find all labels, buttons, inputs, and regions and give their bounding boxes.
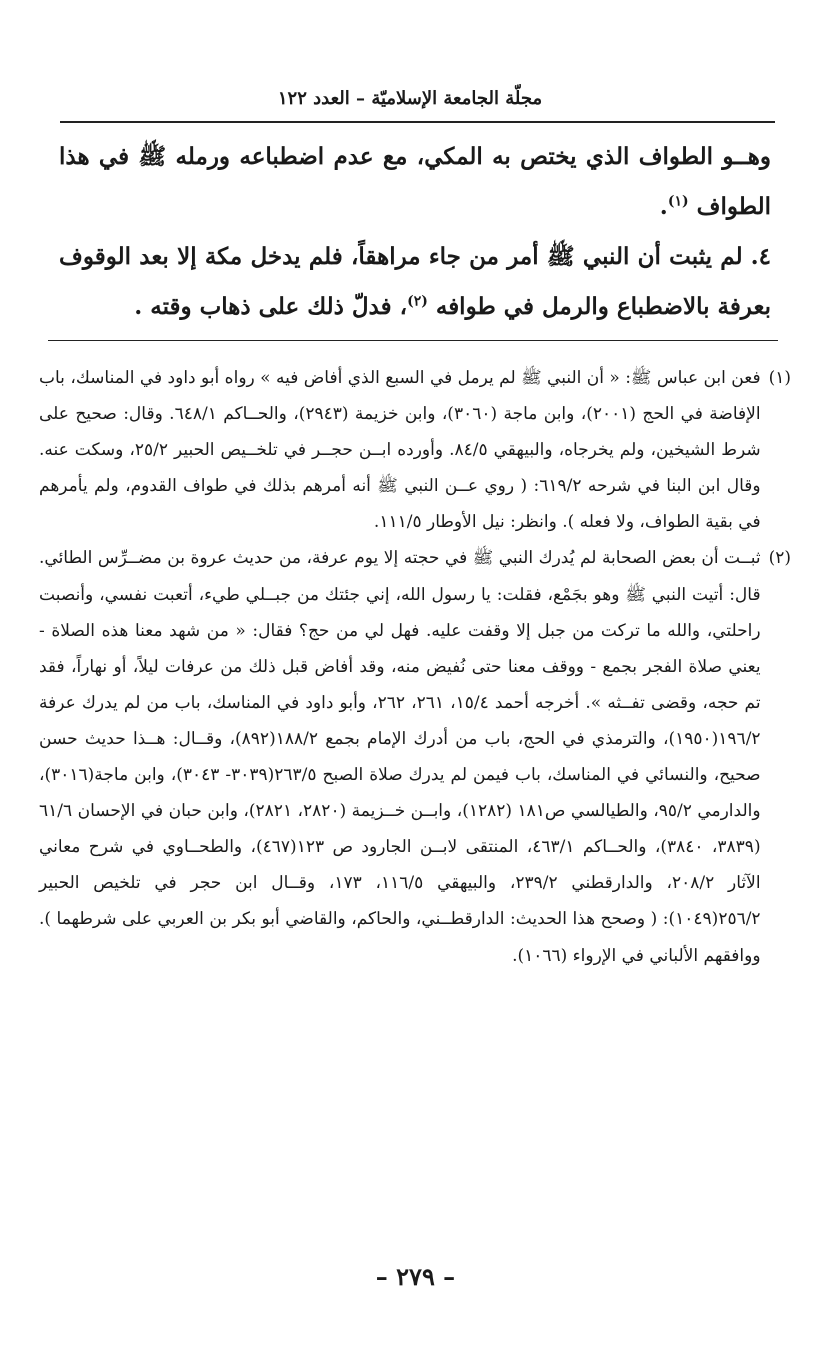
- numbered-item-4: [59, 232, 771, 332]
- page-number: – ٢٧٩ –: [375, 1262, 456, 1291]
- main-paragraph-text: وهــو الطواف الذي يختص به المكي، مع عدم اضطباعه ورمله ﷺ في هذا الطواف: [59, 143, 771, 220]
- footnote-marker: (١): [768, 368, 791, 388]
- item-text: لم يثبت أن النبي ﷺ أمر من جاء مراهقاً، فلم يدخل مكة إلا بعد الوقوف بعرفة بالاضطباع والرمل في طوافه: [59, 243, 771, 320]
- footnote: [39, 540, 791, 973]
- running-header: مجلّة الجامعة الإسلاميّة – العدد ١٢٢: [277, 88, 543, 109]
- main-body: [59, 132, 771, 332]
- header-rule: [60, 121, 775, 123]
- footnote-separator: [48, 340, 778, 341]
- item-text-end: ، فدلّ ذلك على ذهاب وقته .: [134, 293, 408, 320]
- footnote-ref-2[interactable]: (٢): [407, 293, 428, 310]
- footnote: [39, 360, 791, 540]
- footnotes: [39, 360, 791, 974]
- footnote-ref-1[interactable]: (١): [667, 193, 689, 210]
- main-paragraph: [59, 132, 771, 232]
- main-paragraph-end: .: [659, 193, 668, 220]
- footnote-marker: (٢): [768, 548, 791, 569]
- footnote-text: فعن ابن عباس ﷺ: « أن النبي ﷺ لم يرمل في السبع الذي أفاض فيه » رواه أبو داود في المناسك، باب الإفاضة في الحج (٢٠٠١)، وابن ماجة (٣٠٦٠)، وابن خزيمة (٢٩٤٣)، والحــاكم ٦٤٨/١. وقال: صحيح على شرط الشيخين، ولم يخرجاه، والبيهقي ٨٤/٥. وأورده ابــن حجــر في تلخــيص الحبير ٢٥/٢، وسكت عنه. وقال ابن البنا في شرحه ٦١٩/٢: ( روي عــن النبي ﷺ أنه أمرهم بذلك في طواف القدوم، ولم يأمرهم في بقية الطواف، ولا فعله ). وانظر: نيل الأوطار ١١١/٥.: [39, 368, 761, 533]
- footnote-text: ثبــت أن بعض الصحابة لم يُدرك النبي ﷺ في حجته إلا يوم عرفة، من حديث عروة بن مضــرِّس الطائي. قال: أتيت النبي ﷺ وهو بجَمْع، فقلت: يا رسول الله، إني جئتك من جبــلي طيء، أتعبت نفسي، وأنصبت راحلتي، والله ما تركت من جبل إلا وقفت عليه. فهل لي من حج؟ فقال: « من شهد معنا هذه الصلاة - يعني صلاة الفجر بجمع - ووقف معنا حتى نُفيض منه، وقد أفاض قبل ذلك من عرفات ليلاً، أو نهاراً، فقد تم حجه، وقضى تفــثه ». أخرجه أحمد ١٥/٤، ٢٦١، ٢٦٢، وأبو داود في المناسك، باب من لم يدرك عرفة ١٩٦/٢(١٩٥٠)، والترمذي في الحج، باب من أدرك الإمام بجمع ١٨٨/٢(٨٩٢)، وقــال: هــذا حديث حسن صحيح، والنسائي في المناسك، باب فيمن لم يدرك صلاة الصبح ٢٦٣/٥(٣٠٣٩- ٣٠٤٣)، وابن ماجة(٣٠١٦)، والدارمي ٩٥/٢، والطيالسي ص١٨١ (١٢٨٢)، وابــن خــزيمة (٢٨٢٠، ٢٨٢١)، وابن حبان في الإحسان ٦١/٦ (٣٨٣٩، ٣٨٤٠)، والحــاكم ٤٦٣/١، المنتقى لابــن الجارود ص ١٢٣(٤٦٧)، والطحــاوي في شرح معاني الآثار ٢٠٨/٢، والدارقطني ٢٣٩/٢، والبيهقي ١١٦/٥، ١٧٣، وقــال ابن حجر في تلخيص الحبير ٢٥٦/٢(١٠٤٩): ( وصحح هذا الحديث: الدارقطــني، والحاكم، والقاضي أبو بكر بن العربي على شرطهما ). ووافقهم الألباني في الإرواء (١٠٦٦).: [39, 548, 761, 966]
- item-number: ٤.: [750, 243, 771, 270]
